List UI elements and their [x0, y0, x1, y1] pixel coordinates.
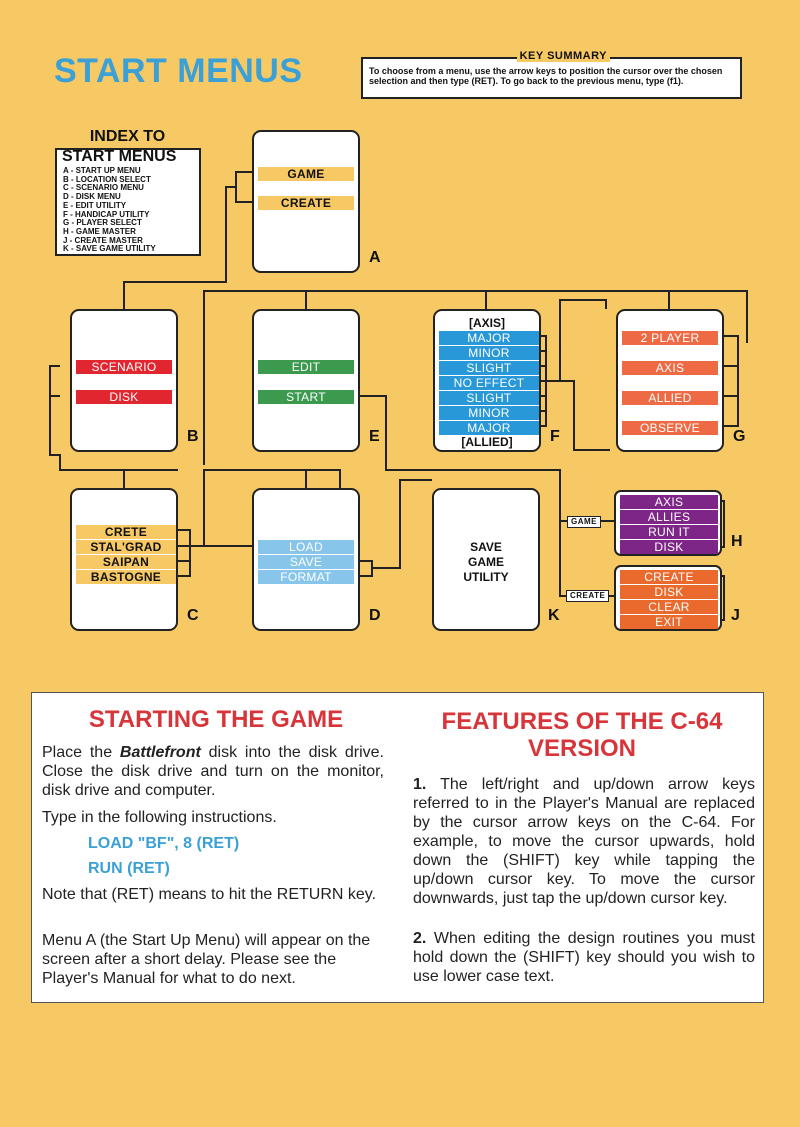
index-item: J - CREATE MASTER [63, 235, 143, 245]
menu-k-box [432, 488, 540, 631]
menu-d-load[interactable]: LOAD [258, 540, 354, 554]
menu-h-label: H [731, 533, 743, 550]
index-item: C - SCENARIO MENU [63, 183, 144, 193]
menu-k-line: SAVE [470, 540, 502, 554]
menu-j-box [614, 565, 722, 631]
menu-f-item[interactable]: MAJOR [439, 421, 539, 435]
menu-f-label: F [550, 428, 560, 445]
starting-paragraph-4: Menu A (the Start Up Menu) will appear on the screen after a short delay. Please see the Player's Manual for what to do next. [42, 932, 371, 987]
menu-a-label: A [369, 249, 381, 266]
index-item: G - PLAYER SELECT [63, 218, 142, 228]
menu-h-item[interactable]: DISK [620, 540, 718, 554]
command-load: LOAD "BF", 8 (RET) [88, 835, 240, 852]
index-title: INDEX TO [89, 128, 166, 145]
menu-d-format[interactable]: FORMAT [258, 570, 354, 584]
menu-f-item[interactable]: SLIGHT [439, 391, 539, 405]
starting-heading: STARTING THE GAME [88, 706, 344, 733]
menu-c-label: C [187, 607, 199, 624]
menu-g-item[interactable]: AXIS [622, 361, 718, 375]
index-item: F - HANDICAP UTILITY [63, 209, 150, 219]
menu-f-item[interactable]: MAJOR [439, 331, 539, 345]
menu-g-item[interactable]: OBSERVE [622, 421, 718, 435]
index-item: B - LOCATION SELECT [63, 174, 151, 184]
menu-b-disk[interactable]: DISK [76, 390, 172, 404]
menu-h-box [614, 490, 722, 556]
menu-h-item[interactable]: AXIS [620, 495, 718, 509]
menu-b-label: B [187, 428, 199, 445]
menu-k-line: GAME [468, 555, 504, 569]
menu-g-label: G [733, 428, 746, 445]
starting-paragraph-2: Type in the following instructions. [42, 809, 277, 826]
menu-e-start[interactable]: START [258, 390, 354, 404]
menu-g-box [616, 309, 724, 452]
command-run: RUN (RET) [88, 860, 170, 877]
menu-f-bottom-label: [ALLIED] [461, 435, 513, 449]
menu-f-box [433, 309, 541, 452]
menu-k-label: K [548, 607, 560, 624]
key-summary-text: To choose from a menu, use the arrow keys to position the cursor over the chosen selection and then type (RET). To go back to the previous menu, type (f1). [369, 66, 723, 86]
features-heading: FEATURES OF THE C-64 VERSION [441, 708, 723, 762]
menu-a-create[interactable]: CREATE [258, 196, 354, 210]
menu-h-tag: GAME [567, 516, 601, 528]
menu-j-item[interactable]: CLEAR [620, 600, 718, 614]
menu-c-item[interactable]: BASTOGNE [76, 570, 176, 584]
menu-j-item[interactable]: CREATE [620, 570, 718, 584]
menu-j-item[interactable]: DISK [620, 585, 718, 599]
menu-e-edit[interactable]: EDIT [258, 360, 354, 374]
index-item: H - GAME MASTER [63, 226, 136, 236]
menu-j-tag: CREATE [566, 590, 609, 602]
page-title: START MENUS [54, 52, 303, 90]
index-item: K - SAVE GAME UTILITY [63, 244, 156, 254]
menu-g-item[interactable]: ALLIED [622, 391, 718, 405]
menu-a-game[interactable]: GAME [258, 167, 354, 181]
menu-h-item[interactable]: RUN IT [620, 525, 718, 539]
starting-paragraph-3: Note that (RET) means to hit the RETURN key. [42, 886, 377, 903]
menu-e-label: E [369, 428, 380, 445]
key-summary-title: KEY SUMMARY [517, 50, 610, 62]
menu-j-item[interactable]: EXIT [620, 615, 718, 629]
menu-e-box [252, 309, 360, 452]
feature-2: 2. When editing the design routines you must hold down the (SHIFT) key should you wish to use lower case text. [413, 930, 755, 985]
menu-d-box [252, 488, 360, 631]
index-subtitle: START MENUS [62, 148, 177, 165]
menu-c-item[interactable]: CRETE [76, 525, 176, 539]
menu-b-box [70, 309, 178, 452]
menu-a-box [252, 130, 360, 273]
menu-f-item[interactable]: SLIGHT [439, 361, 539, 375]
menu-c-box [70, 488, 178, 631]
menu-k-line: UTILITY [463, 570, 509, 584]
starting-paragraph-1: Place the Battlefront disk into the disk drive. Close the disk drive and turn on the monitor, disk drive and computer. [42, 744, 385, 799]
menu-d-label: D [369, 607, 381, 624]
feature-1: 1. The left/right and up/down arrow keys referred to in the Player's Manual are replaced by the cursor arrow keys on the C-64. For example, to move the cursor upwards, hold down the (SHIFT) key while tapping the up/down cursor key. To move the cursor downwards, just tap the up/down cursor key. [413, 776, 756, 907]
menu-f-top-label: [AXIS] [469, 316, 505, 330]
menu-h-item[interactable]: ALLIES [620, 510, 718, 524]
menu-f-item[interactable]: MINOR [439, 406, 539, 420]
menu-j-label: J [731, 607, 740, 624]
menu-f-item[interactable]: MINOR [439, 346, 539, 360]
menu-b-scenario[interactable]: SCENARIO [76, 360, 172, 374]
menu-g-item[interactable]: 2 PLAYER [622, 331, 718, 345]
menu-f-item[interactable]: NO EFFECT [439, 376, 539, 390]
game-title: Battlefront [119, 744, 201, 761]
menu-c-item[interactable]: SAIPAN [76, 555, 176, 569]
index-item: A - START UP MENU [63, 166, 141, 175]
menu-d-save[interactable]: SAVE [258, 555, 354, 569]
index-item: D - DISK MENU [63, 192, 121, 202]
index-item: E - EDIT UTILITY [63, 200, 127, 210]
menu-c-item[interactable]: STAL'GRAD [76, 540, 176, 554]
instructions-panel [31, 692, 764, 1003]
